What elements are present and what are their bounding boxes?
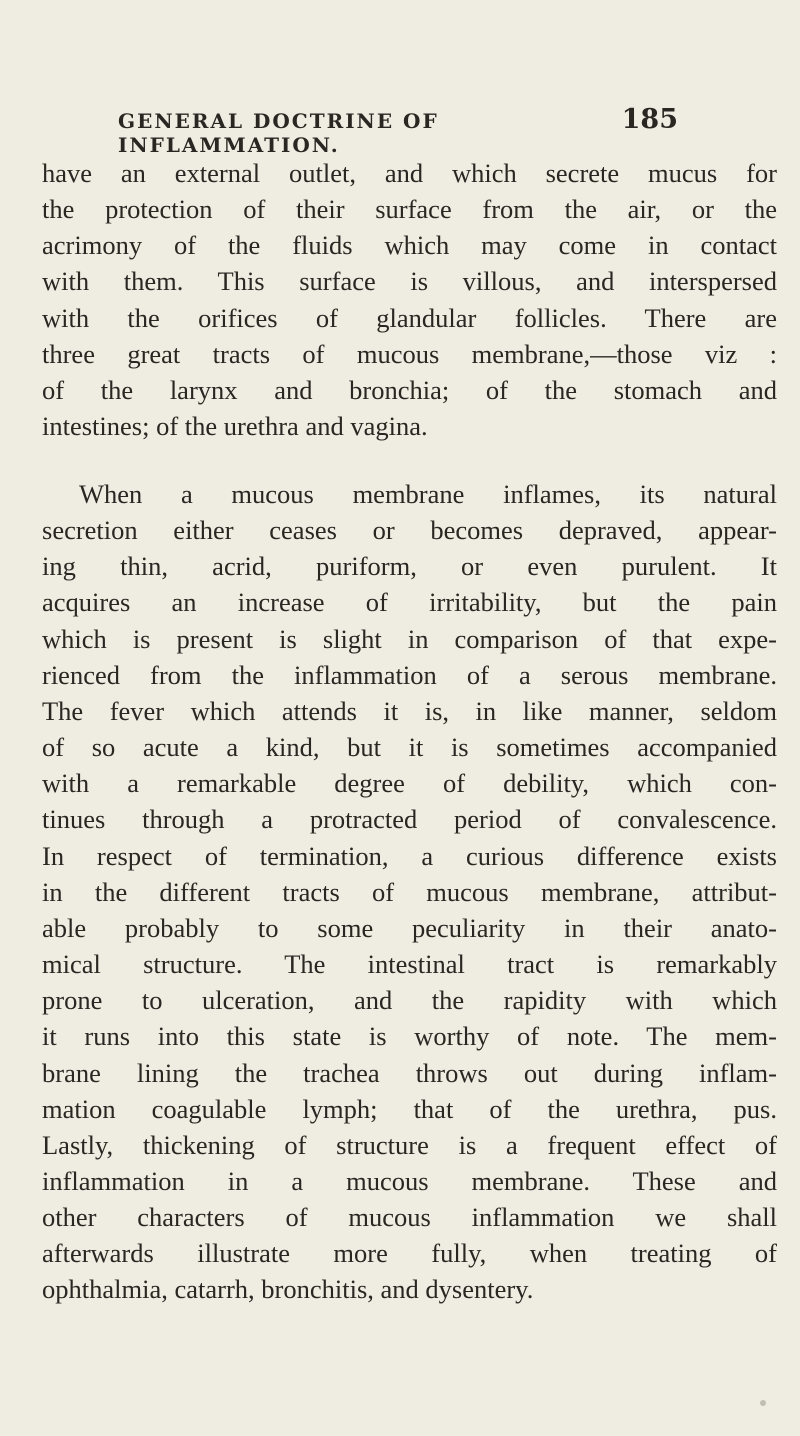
text-line: acrimony of the fluids which may come in contact <box>42 230 777 261</box>
page-header <box>118 104 678 157</box>
text-line: in the different tracts of mucous membrane, attribut- <box>42 876 777 907</box>
text-line: acquires an increase of irritability, but the pain <box>42 587 777 618</box>
text-line: When a mucous membrane inflames, its natural <box>79 479 777 509</box>
text-line: ophthalmia, catarrh, bronchitis, and dysentery. <box>42 1274 534 1305</box>
text-line: brane lining the trachea throws out during inflam- <box>42 1057 777 1088</box>
text-line: Lastly, thickening of structure is a frequent effect of <box>42 1129 777 1160</box>
text-line: of so acute a kind, but it is sometimes accompanied <box>42 732 777 763</box>
text-line: with the orifices of glandular follicles. There are <box>42 302 777 333</box>
text-line: which is present is slight in comparison of that expe- <box>42 623 777 654</box>
ink-speck <box>760 1400 766 1406</box>
text-line: mation coagulable lymph; that of the urethra, pus. <box>42 1093 777 1124</box>
text-line: able probably to some peculiarity in their anato- <box>42 912 777 943</box>
text-line: In respect of termination, a curious difference exists <box>42 840 777 871</box>
paragraph-1 <box>42 155 777 444</box>
text-line: have an external outlet, and which secrete mucus for <box>42 158 777 188</box>
text-line: tinues through a protracted period of convalescence. <box>42 804 777 835</box>
text-line: secretion either ceases or becomes depraved, appear- <box>42 515 777 546</box>
text-line: the protection of their surface from the air, or the <box>42 194 777 225</box>
text-line: it runs into this state is worthy of note. The mem- <box>42 1021 777 1052</box>
text-line: other characters of mucous inflammation we shall <box>42 1202 777 1233</box>
text-line: with them. This surface is villous, and interspersed <box>42 266 777 297</box>
text-line: afterwards illustrate more fully, when treating of <box>42 1238 777 1269</box>
page-number: 185 <box>621 104 678 135</box>
text-line: prone to ulceration, and the rapidity with which <box>42 985 777 1016</box>
text-line: intestines; of the urethra and vagina. <box>42 411 428 442</box>
text-line: mical structure. The intestinal tract is remarkably <box>42 949 777 980</box>
text-line: rienced from the inflammation of a serous membrane. <box>42 659 777 690</box>
text-line: three great tracts of mucous membrane,—those viz : <box>42 338 777 369</box>
text-line: of the larynx and bronchia; of the stomach and <box>42 374 777 405</box>
running-title: GENERAL DOCTRINE OF INFLAMMATION. <box>118 109 439 157</box>
text-line: with a remarkable degree of debility, which con- <box>42 768 777 799</box>
text-line: inflammation in a mucous membrane. These and <box>42 1165 777 1196</box>
text-line: The fever which attends it is, in like manner, seldom <box>42 695 777 726</box>
paragraph-2 <box>42 476 777 1308</box>
text-line: ing thin, acrid, puriform, or even purulent. It <box>42 551 777 582</box>
